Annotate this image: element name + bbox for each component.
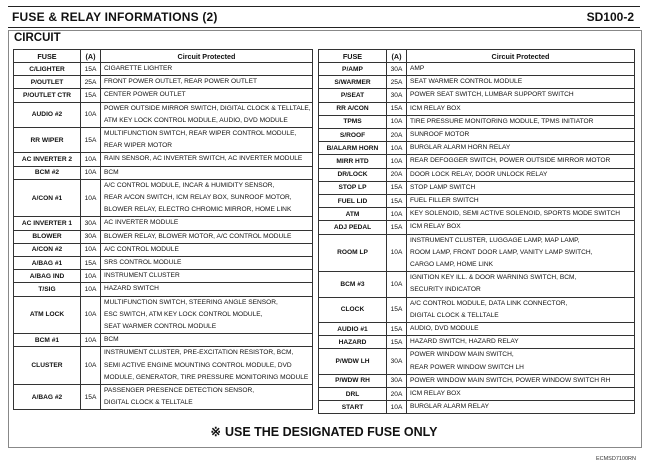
fuse-name: P/WDW LH [319, 349, 387, 374]
footer-note [8, 424, 640, 439]
fuse-amperage: 25A [387, 76, 407, 89]
fuse-name: P/OUTLET [14, 76, 81, 89]
fuse-name: A/CON #1 [14, 179, 81, 217]
fuse-amperage: 15A [387, 336, 407, 349]
fuse-name: BCM #2 [14, 166, 81, 179]
fuse-row [319, 168, 635, 181]
circuit-protected [101, 230, 313, 243]
fuse-row [319, 76, 635, 89]
fuse-amperage: 20A [387, 168, 407, 181]
fuse-amperage: 30A [387, 89, 407, 102]
circuit-protected [407, 401, 635, 414]
circuit-protected [407, 76, 635, 89]
circuit-protected [101, 153, 313, 166]
fuse-amperage: 30A [387, 374, 407, 387]
circuit-protected [101, 89, 313, 102]
diagram-code: SD100-2 [586, 10, 634, 24]
table-header-row [14, 50, 313, 63]
circuit-protected [101, 179, 313, 217]
circuit-line: REAR WIPER MOTOR [104, 142, 173, 150]
fuse-name: P/WDW RH [319, 374, 387, 387]
circuit-line: FUEL FILLER SWITCH [410, 197, 479, 205]
fuse-row [14, 89, 313, 102]
fuse-name: BLOWER [14, 230, 81, 243]
fuse-row [14, 257, 313, 270]
circuit-line: ICM RELAY BOX [410, 104, 461, 112]
circuit-protected [101, 128, 313, 153]
circuit-protected [101, 63, 313, 76]
circuit-line: POWER OUTSIDE MIRROR SWITCH, DIGITAL CLOCK & TELLTALE, [104, 104, 311, 112]
fuse-name: HAZARD [319, 336, 387, 349]
circuit-line: INSTRUMENT CLUSTER, PRE-EXCITATION RESISTOR, BCM, [104, 349, 294, 357]
circuit-line: ICM RELAY BOX [410, 223, 461, 231]
circuit-line: ICM RELAY BOX [410, 390, 461, 398]
fuse-name: P/OUTLET CTR [14, 89, 81, 102]
circuit-protected [407, 221, 635, 234]
fuse-name: A/BAG #2 [14, 385, 81, 410]
circuit-protected [407, 89, 635, 102]
col-header-circuit: Circuit Protected [101, 50, 313, 63]
fuse-row [319, 336, 635, 349]
fuse-amperage: 10A [81, 270, 101, 283]
circuit-line: POWER WINDOW MAIN SWITCH, [410, 351, 514, 359]
fuse-row [319, 129, 635, 142]
fuse-row [14, 166, 313, 179]
circuit-line: INSTRUMENT CLUSTER [104, 272, 180, 280]
document-code: ECMSD7100RN [595, 456, 636, 462]
circuit-protected [101, 296, 313, 334]
fuse-name: P/AMP [319, 63, 387, 76]
circuit-protected [407, 168, 635, 181]
fuse-name: P/SEAT [319, 89, 387, 102]
fuse-row [14, 385, 313, 410]
col-header-circuit: Circuit Protected [407, 50, 635, 63]
circuit-line: ESC SWITCH, ATM KEY LOCK CONTROL MODULE, [104, 310, 263, 318]
circuit-line: BCM [104, 168, 119, 176]
fuse-row [319, 323, 635, 336]
circuit-protected [407, 234, 635, 272]
fuse-table-right-body [319, 63, 635, 414]
circuit-line: REAR A/CON SWITCH, ICM RELAY BOX, SUNROOF MOTOR, [104, 194, 292, 202]
circuit-line: POWER SEAT SWITCH, LUMBAR SUPPORT SWITCH [410, 91, 574, 99]
fuse-amperage: 15A [387, 297, 407, 322]
circuit-protected [101, 347, 313, 385]
fuse-amperage: 15A [81, 128, 101, 153]
fuse-row [319, 181, 635, 194]
fuse-amperage: 20A [387, 129, 407, 142]
fuse-name: RR WIPER [14, 128, 81, 153]
fuse-row [14, 63, 313, 76]
circuit-line: BLOWER RELAY, ELECTRO CHROMIC MIRROR, HOME LINK [104, 206, 292, 214]
fuse-amperage: 10A [387, 208, 407, 221]
col-header-fuse: FUSE [319, 50, 387, 63]
fuse-name: AUDIO #2 [14, 102, 81, 127]
fuse-amperage: 10A [81, 102, 101, 127]
fuse-row [319, 401, 635, 414]
circuit-line: DOOR LOCK RELAY, DOOR UNLOCK RELAY [410, 170, 548, 178]
fuse-amperage: 10A [81, 243, 101, 256]
fuse-name: C/LIGHTER [14, 63, 81, 76]
fuse-amperage: 10A [81, 166, 101, 179]
fuse-row [319, 208, 635, 221]
fuse-row [14, 128, 313, 153]
circuit-line: BURGLAR ALARM HORN RELAY [410, 144, 511, 152]
circuit-line: SUNROOF MOTOR [410, 131, 470, 139]
fuse-row [319, 297, 635, 322]
fuse-name: S/ROOF [319, 129, 387, 142]
circuit-line: RAIN SENSOR, AC INVERTER SWITCH, AC INVERTER MODULE [104, 155, 303, 163]
fuse-table-left [13, 49, 313, 410]
circuit-line: STOP LAMP SWITCH [410, 183, 476, 191]
circuit-protected [407, 181, 635, 194]
table-header-row [319, 50, 635, 63]
fuse-row [14, 270, 313, 283]
circuit-protected [407, 129, 635, 142]
fuse-row [319, 388, 635, 401]
fuse-amperage: 15A [81, 385, 101, 410]
circuit-line: KEY SOLENOID, SEMI ACTIVE SOLENOID, SPORTS MODE SWITCH [410, 210, 621, 218]
fuse-name: MIRR HTD [319, 155, 387, 168]
fuse-amperage: 30A [387, 63, 407, 76]
fuse-row [319, 89, 635, 102]
circuit-line: AC INVERTER MODULE [104, 219, 179, 227]
col-header-fuse: FUSE [14, 50, 81, 63]
page-title: FUSE & RELAY INFORMATIONS (2) [12, 10, 218, 24]
fuse-name: CLUSTER [14, 347, 81, 385]
circuit-protected [407, 349, 635, 374]
fuse-name: DRL [319, 388, 387, 401]
fuse-amperage: 10A [387, 115, 407, 128]
fuse-row [14, 296, 313, 334]
fuse-name: BCM #1 [14, 334, 81, 347]
fuse-amperage: 10A [81, 153, 101, 166]
fuse-row [14, 102, 313, 127]
fuse-row [319, 195, 635, 208]
circuit-line: SEAT WARMER CONTROL MODULE [104, 323, 217, 331]
fuse-amperage: 10A [387, 234, 407, 272]
page-header [8, 6, 640, 28]
fuse-name: ATM LOCK [14, 296, 81, 334]
circuit-line: BURGLAR ALARM RELAY [410, 403, 490, 411]
circuit-line: CARGO LAMP, HOME LINK [410, 261, 494, 269]
fuse-row [14, 217, 313, 230]
fuse-amperage: 15A [81, 63, 101, 76]
fuse-row [14, 153, 313, 166]
fuse-row [14, 230, 313, 243]
circuit-protected [407, 336, 635, 349]
circuit-protected [101, 76, 313, 89]
circuit-line: SRS CONTROL MODULE [104, 259, 182, 267]
circuit-protected [101, 243, 313, 256]
circuit-protected [407, 208, 635, 221]
fuse-amperage: 15A [387, 323, 407, 336]
fuse-row [319, 234, 635, 272]
circuit-line: BLOWER RELAY, BLOWER MOTOR, A/C CONTROL MODULE [104, 232, 292, 240]
circuit-protected [101, 217, 313, 230]
circuit-protected [407, 388, 635, 401]
circuit-protected [407, 297, 635, 322]
fuse-amperage: 30A [81, 217, 101, 230]
fuse-row [319, 272, 635, 297]
fuse-row [319, 142, 635, 155]
circuit-line: CENTER POWER OUTLET [104, 91, 186, 99]
circuit-protected [101, 385, 313, 410]
fuse-amperage: 10A [81, 283, 101, 296]
circuit-line: A/C CONTROL MODULE, DATA LINK CONNECTOR, [410, 299, 568, 307]
circuit-line: SEMI ACTIVE ENGINE MOUNTING CONTROL MODULE, DVD [104, 361, 292, 369]
fuse-amperage: 10A [81, 179, 101, 217]
circuit-line: REAR POWER WINDOW SWITCH LH [410, 363, 524, 371]
circuit-protected [101, 166, 313, 179]
fuse-name: AUDIO #1 [319, 323, 387, 336]
fuse-amperage: 10A [387, 401, 407, 414]
circuit-protected [101, 102, 313, 127]
fuse-name: T/SIG [14, 283, 81, 296]
circuit-protected [101, 270, 313, 283]
fuse-amperage: 15A [81, 89, 101, 102]
fuse-name: TPMS [319, 115, 387, 128]
fuse-amperage: 10A [387, 142, 407, 155]
circuit-line: A/C CONTROL MODULE [104, 245, 179, 253]
circuit-protected [407, 102, 635, 115]
fuse-amperage: 10A [81, 334, 101, 347]
circuit-line: REAR DEFOGGER SWITCH, POWER OUTSIDE MIRROR MOTOR [410, 157, 611, 165]
fuse-amperage: 15A [387, 221, 407, 234]
circuit-protected [407, 272, 635, 297]
fuse-amperage: 15A [81, 257, 101, 270]
circuit-line: MULTIFUNCTION SWITCH, STEERING ANGLE SENSOR, [104, 298, 278, 306]
circuit-line: HAZARD SWITCH, HAZARD RELAY [410, 338, 519, 346]
fuse-row [319, 221, 635, 234]
circuit-protected [101, 334, 313, 347]
fuse-row [319, 349, 635, 374]
circuit-line: BCM [104, 336, 119, 344]
circuit-protected [407, 115, 635, 128]
circuit-line: A/C CONTROL MODULE, INCAR & HUMIDITY SENSOR, [104, 181, 275, 189]
circuit-protected [407, 142, 635, 155]
fuse-amperage: 30A [387, 349, 407, 374]
fuse-row [14, 347, 313, 385]
fuse-name: ROOM LP [319, 234, 387, 272]
circuit-line: IGNITION KEY ILL. & DOOR WARNING SWITCH, BCM, [410, 274, 577, 282]
circuit-line: AMP [410, 65, 425, 72]
fuse-name: A/BAG IND [14, 270, 81, 283]
circuit-protected [407, 155, 635, 168]
circuit-protected [407, 374, 635, 387]
fuse-amperage: 30A [81, 230, 101, 243]
circuit-protected [407, 195, 635, 208]
circuit-line: MULTIFUNCTION SWITCH, REAR WIPER CONTROL MODULE, [104, 130, 297, 138]
fuse-name: B/ALARM HORN [319, 142, 387, 155]
fuse-row [14, 334, 313, 347]
circuit-line: ATM KEY LOCK CONTROL MODULE, AUDIO, DVD MODULE [104, 116, 288, 124]
note-mark: ※ [210, 425, 221, 439]
fuse-row [319, 63, 635, 76]
fuse-name: FUEL LID [319, 195, 387, 208]
col-header-amp: (A) [387, 50, 407, 63]
fuse-row [319, 102, 635, 115]
fuse-name: A/CON #2 [14, 243, 81, 256]
circuit-protected [407, 63, 635, 76]
fuse-amperage: 10A [387, 272, 407, 297]
circuit-protected [101, 283, 313, 296]
fuse-name: AC INVERTER 2 [14, 153, 81, 166]
circuit-line: FRONT POWER OUTLET, REAR POWER OUTLET [104, 78, 258, 86]
fuse-amperage: 20A [387, 388, 407, 401]
fuse-name: RR A/CON [319, 102, 387, 115]
circuit-line: AUDIO, DVD MODULE [410, 325, 479, 333]
fuse-name: START [319, 401, 387, 414]
fuse-row [14, 283, 313, 296]
col-header-amp: (A) [81, 50, 101, 63]
circuit-line: MODULE, GENERATOR, TIRE PRESSURE MONITORING MODULE [104, 373, 309, 381]
fuse-name: STOP LP [319, 181, 387, 194]
fuse-amperage: 25A [81, 76, 101, 89]
circuit-line: SECURITY INDICATOR [410, 286, 481, 294]
footer-text: USE THE DESIGNATED FUSE ONLY [224, 425, 438, 439]
fuse-name: DR/LOCK [319, 168, 387, 181]
fuse-amperage: 10A [387, 155, 407, 168]
fuse-name: S/WARMER [319, 76, 387, 89]
circuit-line: POWER WINDOW MAIN SWITCH, POWER WINDOW SWITCH RH [410, 376, 611, 384]
fuse-name: A/BAG #1 [14, 257, 81, 270]
circuit-line: SEAT WARMER CONTROL MODULE [410, 78, 523, 86]
fuse-row [319, 155, 635, 168]
circuit-protected [407, 323, 635, 336]
fuse-name: AC INVERTER 1 [14, 217, 81, 230]
fuse-amperage: 15A [387, 181, 407, 194]
fuse-row [319, 374, 635, 387]
circuit-protected [101, 257, 313, 270]
fuse-row [319, 115, 635, 128]
fuse-amperage: 10A [81, 296, 101, 334]
fuse-amperage: 15A [387, 102, 407, 115]
fuse-name: ATM [319, 208, 387, 221]
fuse-table-right [318, 49, 635, 414]
fuse-row [14, 243, 313, 256]
circuit-line: INSTRUMENT CLUSTER, LUGGAGE LAMP, MAP LAMP, [410, 236, 580, 244]
circuit-line: HAZARD SWITCH [104, 285, 159, 293]
fuse-table-left-body [14, 63, 313, 410]
fuse-name: CLOCK [319, 297, 387, 322]
fuse-amperage: 10A [81, 347, 101, 385]
circuit-line: PASSENGER PRESENCE DETECTION SENSOR, [104, 387, 255, 395]
fuse-amperage: 15A [387, 195, 407, 208]
section-title: CIRCUIT [14, 32, 61, 44]
fuse-row [14, 76, 313, 89]
circuit-line: CIGARETTE LIGHTER [104, 65, 173, 72]
circuit-line: TIRE PRESSURE MONITORING MODULE, TPMS INITIATOR [410, 117, 594, 125]
fuse-name: BCM #3 [319, 272, 387, 297]
circuit-line: DIGITAL CLOCK & TELLTALE [410, 311, 499, 319]
fuse-name: ADJ PEDAL [319, 221, 387, 234]
circuit-line: DIGITAL CLOCK & TELLTALE [104, 399, 193, 407]
fuse-row [14, 179, 313, 217]
circuit-line: ROOM LAMP, FRONT DOOR LAMP, VANITY LAMP SWITCH, [410, 248, 593, 256]
